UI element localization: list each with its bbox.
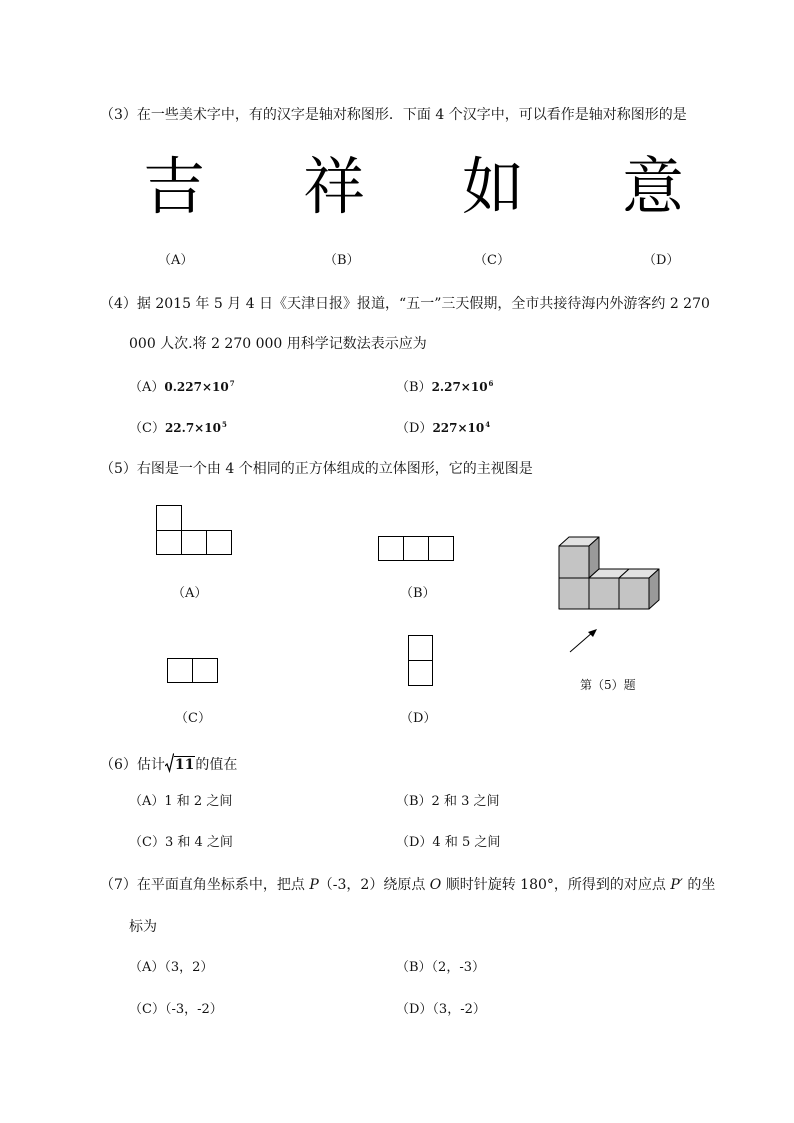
q4-option-a-exp: 7 [229, 379, 235, 388]
q5-label-d: （D） [400, 711, 437, 726]
q6-option-d: （D）4 和 5 之间 [396, 835, 501, 850]
q4-option-d-exp: 4 [485, 420, 491, 429]
q6-option-a: （A）1 和 2 之间 [129, 794, 233, 809]
square [428, 536, 454, 561]
q6-option-c: （C）3 和 4 之间 [129, 835, 233, 850]
q7-point-p: P [309, 877, 319, 893]
q3-char-d: 意 [622, 150, 685, 223]
square [408, 660, 433, 686]
q6-stem [100, 753, 237, 773]
q7-option-a: （A）（3，2） [129, 960, 214, 975]
q3-label-c: （C） [474, 253, 510, 268]
q4-option-d-base: 227×10 [432, 421, 485, 435]
cube-front-face [559, 578, 589, 609]
square [403, 536, 429, 561]
q5-figure-d [408, 635, 433, 686]
q3-char-a: 吉 [143, 150, 206, 223]
cube-front-face [589, 578, 619, 609]
q7-stem-part3: 顺时针旋转 180°，所得到的对应点 [441, 877, 671, 893]
q5-label-a: （A） [172, 586, 208, 601]
square [156, 530, 182, 555]
cube-front-face [619, 578, 649, 609]
q4-option-a-label: （A） [129, 380, 165, 395]
q7-point-o: O [429, 877, 442, 893]
q3-char-c: 如 [462, 150, 525, 223]
q3-label-a: （A） [158, 253, 194, 268]
q5-figure-c [167, 658, 218, 683]
q4-option-a [129, 380, 235, 394]
q7-stem-part4: 的坐 [682, 877, 716, 893]
q4-option-d [396, 421, 490, 435]
q4-option-c [129, 421, 227, 435]
sqrt-icon [165, 753, 174, 773]
q7-stem-line2: 标为 [129, 919, 157, 935]
q6-radicand: 11 [174, 757, 195, 773]
cube-front-face [559, 546, 589, 578]
q4-option-d-label: （D） [396, 421, 433, 436]
q7-stem-part1: （7）在平面直角坐标系中，把点 [100, 877, 310, 893]
square [378, 536, 404, 561]
q5-figure-b [378, 536, 454, 561]
q4-stem-line1: （4）据 2015 年 5 月 4 日《天津日报》报道，“五一”三天假期，全市共接待海内外游客约 2 270 [100, 296, 710, 312]
q4-option-b-label: （B） [396, 380, 432, 395]
q7-option-c: （C）（-3，-2） [129, 1002, 223, 1017]
q7-point-p-prime: P′ [670, 877, 683, 893]
q5-figure-a [156, 505, 232, 555]
view-direction-arrow [570, 629, 597, 652]
q4-option-c-label: （C） [129, 421, 165, 436]
q7-option-d: （D）（3，-2） [396, 1002, 486, 1017]
square [192, 658, 218, 683]
q7-stem-line1 [100, 878, 715, 892]
q5-label-b: （B） [400, 586, 436, 601]
q4-option-b-base: 2.27×10 [431, 380, 488, 394]
q4-option-c-exp: 5 [221, 420, 227, 429]
q4-option-b [396, 380, 493, 394]
q5-label-c: （C） [175, 711, 211, 726]
square [167, 658, 193, 683]
q3-label-b: （B） [324, 253, 360, 268]
q5-stem: （5）右图是一个由 4 个相同的正方体组成的立体图形，它的主视图是 [100, 461, 533, 477]
square [206, 530, 232, 555]
q7-stem-part2: （-3，2）绕原点 [318, 877, 430, 893]
q6-option-b: （B）2 和 3 之间 [396, 794, 500, 809]
q3-label-d: （D） [643, 253, 680, 268]
q4-option-b-exp: 6 [488, 379, 494, 388]
square [156, 505, 182, 531]
q6-suffix: 的值在 [195, 757, 238, 773]
q6-prefix: （6）估计 [100, 757, 165, 773]
square [408, 635, 433, 661]
square [181, 530, 207, 555]
q5-caption: 第（5）题 [580, 678, 636, 692]
q4-option-a-base: 0.227×10 [164, 380, 229, 394]
q4-stem-line2: 000 人次.将 2 270 000 用科学记数法表示应为 [129, 336, 427, 352]
q3-stem: （3）在一些美术字中，有的汉字是轴对称图形．下面 4 个汉字中，可以看作是轴对称图形的是 [100, 107, 687, 123]
q7-option-b: （B）（2，-3） [396, 960, 485, 975]
q3-char-b: 祥 [303, 150, 366, 223]
q4-option-c-base: 22.7×10 [164, 421, 221, 435]
q5-solid-figure [555, 534, 670, 654]
